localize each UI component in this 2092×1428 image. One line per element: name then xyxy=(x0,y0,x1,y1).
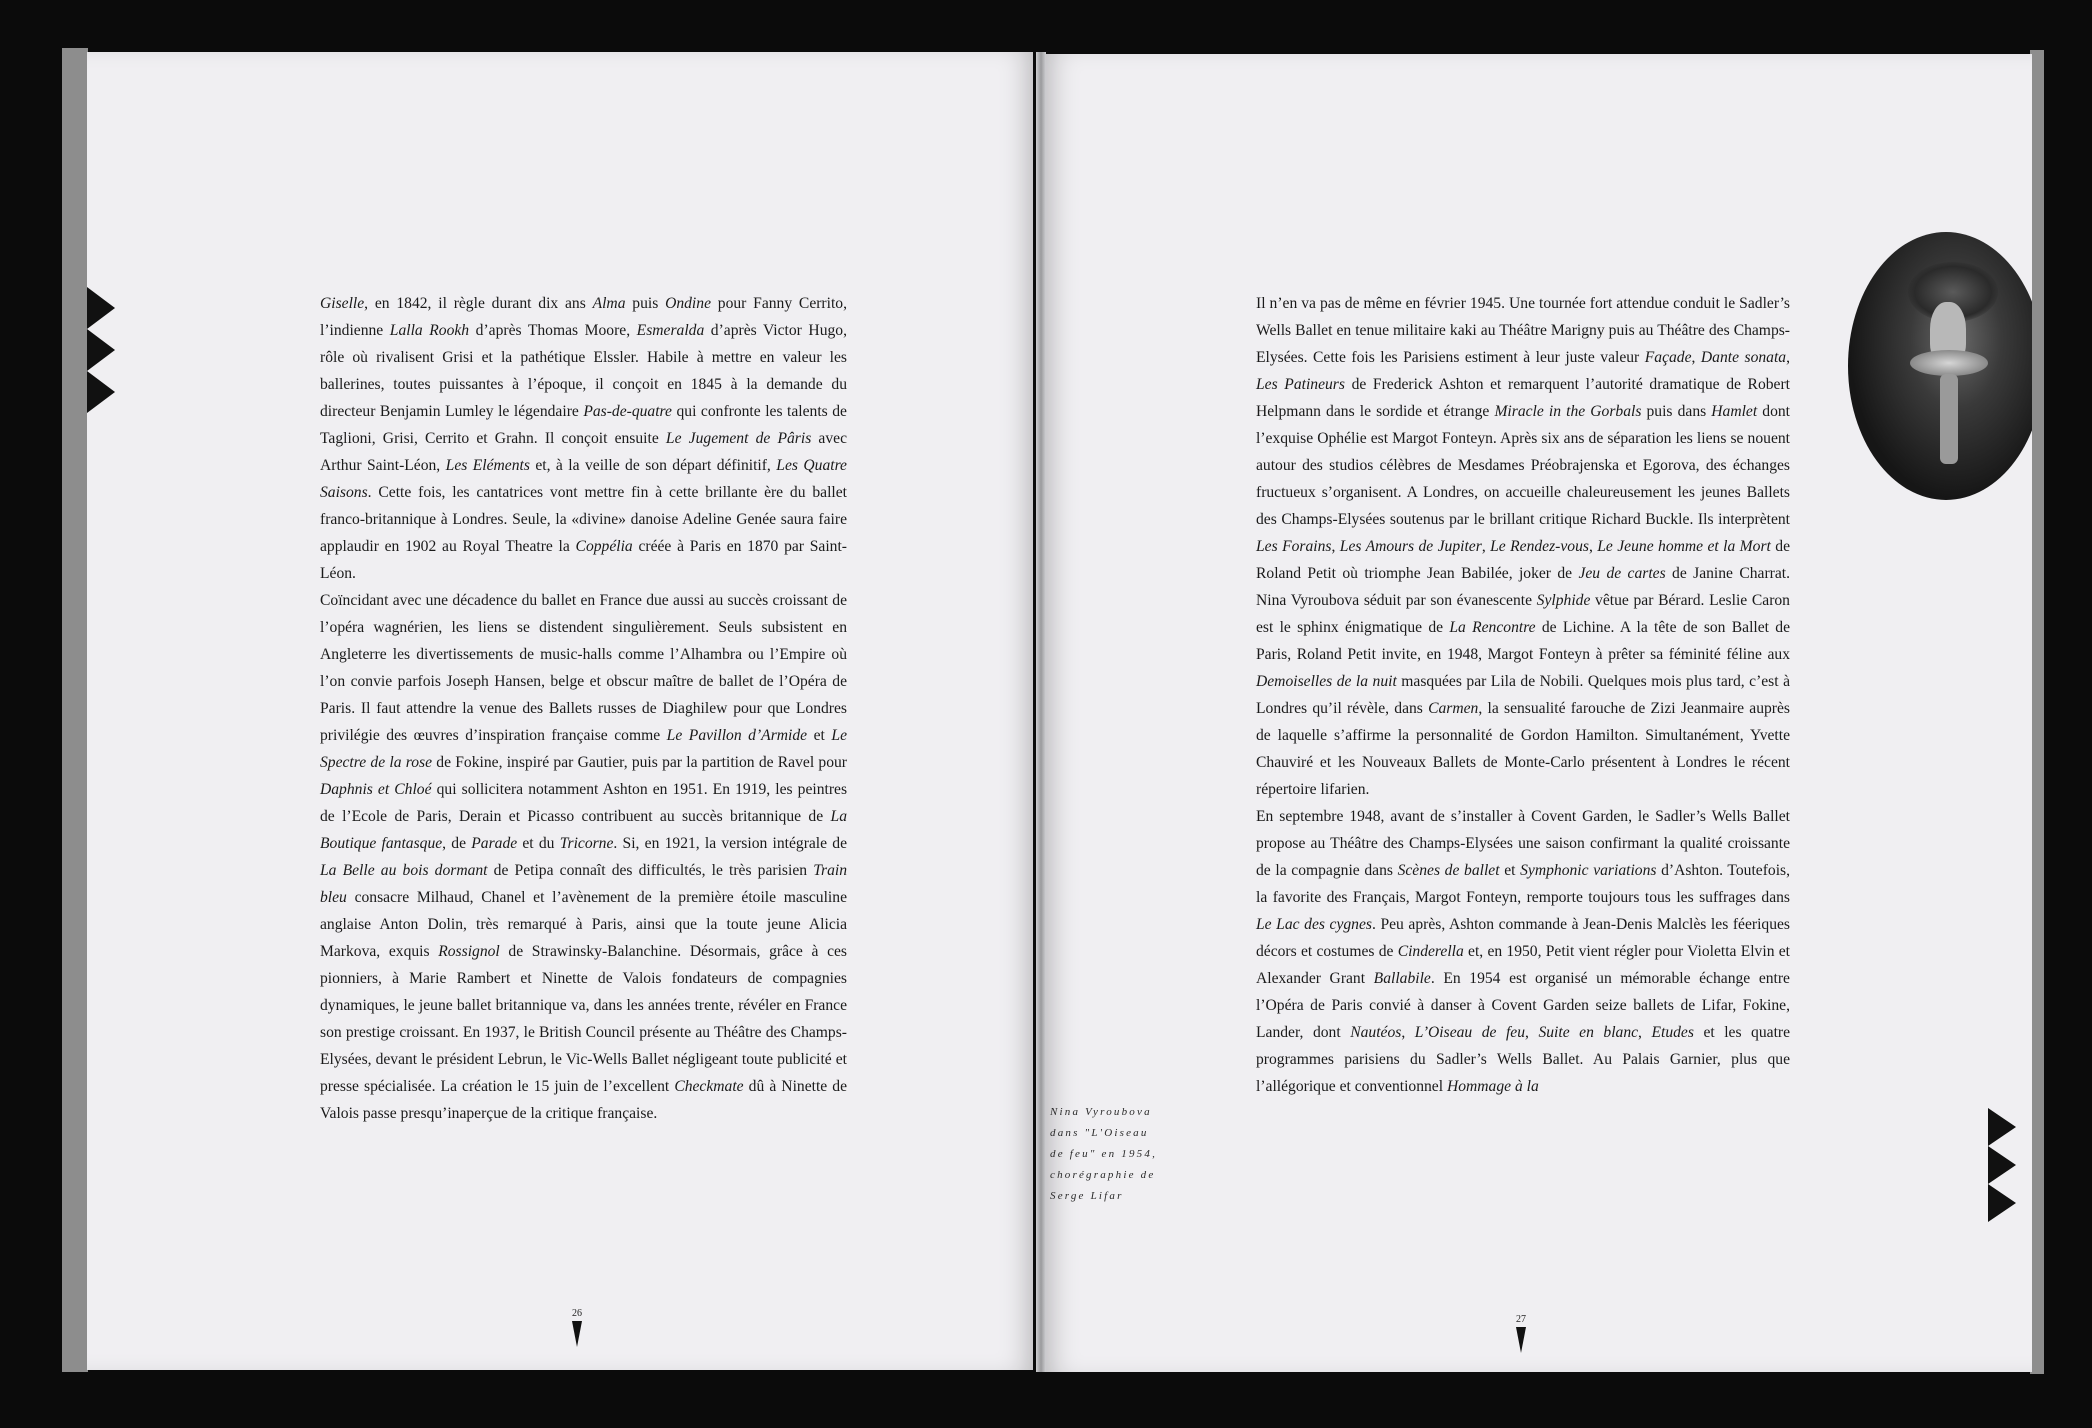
triangle-down-icon xyxy=(572,1321,582,1347)
caption-line: dans "L'Oiseau xyxy=(1050,1127,1149,1139)
left-page-edge xyxy=(62,48,88,1372)
caption-line: chorégraphie de xyxy=(1050,1169,1156,1181)
page-number-text: 27 xyxy=(1516,1314,1526,1325)
triangle-right-icon xyxy=(1988,1184,2016,1222)
photo-dancer-legs xyxy=(1940,374,1958,464)
left-page xyxy=(87,52,1033,1370)
left-arrow-markers xyxy=(87,287,115,413)
triangle-right-icon xyxy=(1988,1108,2016,1146)
page-number-left xyxy=(562,1308,592,1347)
triangle-right-icon xyxy=(87,371,115,413)
triangle-down-icon xyxy=(1516,1327,1526,1353)
book-gutter xyxy=(1036,52,1046,1372)
photo-caption xyxy=(1050,1102,1160,1207)
right-body-text: Il n’en va pas de même en février 1945. Une tournée fort attendue conduit le Sadler’s Wells Ballet en tenue militaire kaki au Théâtre Marigny puis au Théâtre des Champs-Elysées. Cette fois les Parisiens estiment à leur juste valeur Façade, Dante sonata, Les Patineurs de Frederick Ashton et remarquent l’autorité dramatique de Robert Helpmann dans le sordide et étrange Miracle in the Gorbals puis dans Hamlet dont l’exquise Ophélie est Margot Fonteyn. Après six ans de séparation les liens se nouent autour des studios célèbres de Mesdames Préobrajenska et Egorova, des échanges fructueux s’organisent. A Londres, on accueille chaleureusement les jeunes Ballets des Champs-Elysées soutenus par le brillant critique Richard Buckle. Ils interprètent Les Forains, Les Amours de Jupiter, Le Rendez-vous, Le Jeune homme et la Mort de Roland Petit où triomphe Jean Babilée, joker de Jeu de cartes de Janine Charrat. Nina Vyroubova séduit par son évanescente Sylphide vêtue par Bérard. Leslie Caron est le sphinx énigmatique de La Rencontre de Lichine. A la tête de son Ballet de Paris, Roland Petit invite, en 1948, Margot Fonteyn à prêter sa féminité féline aux Demoiselles de la nuit masquées par Lila de Nobili. Quelques mois plus tard, c’est à Londres qu’il révèle, dans Carmen, la sensualité farouche de Zizi Jeanmaire auprès de laquelle s’affirme la personnalité de Gordon Hamilton. Simultanément, Yvette Chauviré et les Nouveaux Ballets de Monte-Carlo présentent à Londres le récent répertoire lifarien. En septembre 1948, avant de s’installer à Covent Garden, le Sadler’s Wells Ballet propose au Théâtre des Champs-Elysées une saison confirmant la qualité croissante de la compagnie dans Scènes de ballet et Symphonic variations d’Ashton. Toutefois, la favorite des Français, Margot Fonteyn, remporte toujours tous les suffrages dans Le Lac des cygnes. Peu après, Ashton commande à Jean-Denis Malclès les féeriques décors et costumes de Cinderella et, en 1950, Petit vient régler pour Violetta Elvin et Alexander Grant Ballabile. En 1954 est organisé un mémorable échange entre l’Opéra de Paris convié à danser à Covent Garden seize ballets de Lifar, Fokine, Lander, dont Nautéos, L’Oiseau de feu, Suite en blanc, Etudes et les quatre programmes parisiens du Sadler’s Wells Ballet. Au Palais Garnier, plus que l’allégorique et conventionnel Hommage à la xyxy=(1256,295,1791,1095)
dancer-photo xyxy=(1848,232,2032,500)
photo-dancer-tutu xyxy=(1910,350,1988,376)
right-arrow-markers xyxy=(1988,1108,2016,1222)
page-number-text: 26 xyxy=(572,1308,582,1319)
triangle-right-icon xyxy=(87,329,115,371)
right-page xyxy=(1046,54,2032,1372)
caption-line: Nina Vyroubova xyxy=(1050,1106,1152,1118)
caption-line: de feu" en 1954, xyxy=(1050,1148,1158,1160)
triangle-right-icon xyxy=(87,287,115,329)
page-number-right xyxy=(1506,1314,1536,1353)
right-page-edge xyxy=(2030,50,2044,1374)
left-body-text: Giselle, en 1842, il règle durant dix ans Alma puis Ondine pour Fanny Cerrito, l’indienne Lalla Rookh d’après Thomas Moore, Esmeralda d’après Victor Hugo, rôle où rivalisent Grisi et la pathétique Elssler. Habile à mettre en valeur les ballerines, toutes puissantes à l’époque, il conçoit en 1845 à la demande du directeur Benjamin Lumley le légendaire Pas-de-quatre qui confronte les talents de Taglioni, Grisi, Cerrito et Grahn. Il conçoit ensuite Le Jugement de Pâris avec Arthur Saint-Léon, Les Eléments et, à la veille de son départ définitif, Les Quatre Saisons. Cette fois, les cantatrices vont mettre fin à cette brillante ère du ballet franco-britannique à Londres. Seule, la «divine» danoise Adeline Genée saura faire applaudir en 1902 au Royal Theatre la Coppélia créée à Paris en 1870 par Saint-Léon. Coïncidant avec une décadence du ballet en France due aussi au succès croissant de l’opéra wagnérien, les liens se distendent singulièrement. Seuls subsistent en Angleterre les divertissements de music-halls comme l’Alhambra ou l’Empire où l’on convie parfois Joseph Hansen, belge et obscur maître de ballet de l’Opéra de Paris. Il faut attendre la venue des Ballets russes de Diaghilew pour que Londres privilégie des œuvres d’inspiration française comme Le Pavillon d’Armide et Le Spectre de la rose de Fokine, inspiré par Gautier, puis par la partition de Ravel pour Daphnis et Chloé qui sollicitera notamment Ashton en 1951. En 1919, les peintres de l’Ecole de Paris, Derain et Picasso contribuent au succès britannique de La Boutique fantasque, de Parade et du Tricorne. Si, en 1921, la version intégrale de La Belle au bois dormant de Petipa connaît des difficultés, le très parisien Train bleu consacre Milhaud, Chanel et l’avènement de la première étoile masculine anglaise Anton Dolin, très remarqué à Paris, ainsi que la toute jeune Alicia Markova, exquis Rossignol de Strawinsky-Balanchine. Désormais, grâce à ces pionniers, à Marie Rambert et Ninette de Valois fondateurs de compagnies dynamiques, le jeune ballet britannique va, dans les années trente, révéler en France son prestige croissant. En 1937, le British Council présente au Théâtre des Champs-Elysées, devant le président Lebrun, le Vic-Wells Ballet négligeant toute publicité et presse spécialisée. La création le 15 juin de l’excellent Checkmate dû à Ninette de Valois passe presqu’inaperçue de la critique française. xyxy=(320,295,848,1122)
triangle-right-icon xyxy=(1988,1146,2016,1184)
caption-line: Serge Lifar xyxy=(1050,1190,1124,1202)
